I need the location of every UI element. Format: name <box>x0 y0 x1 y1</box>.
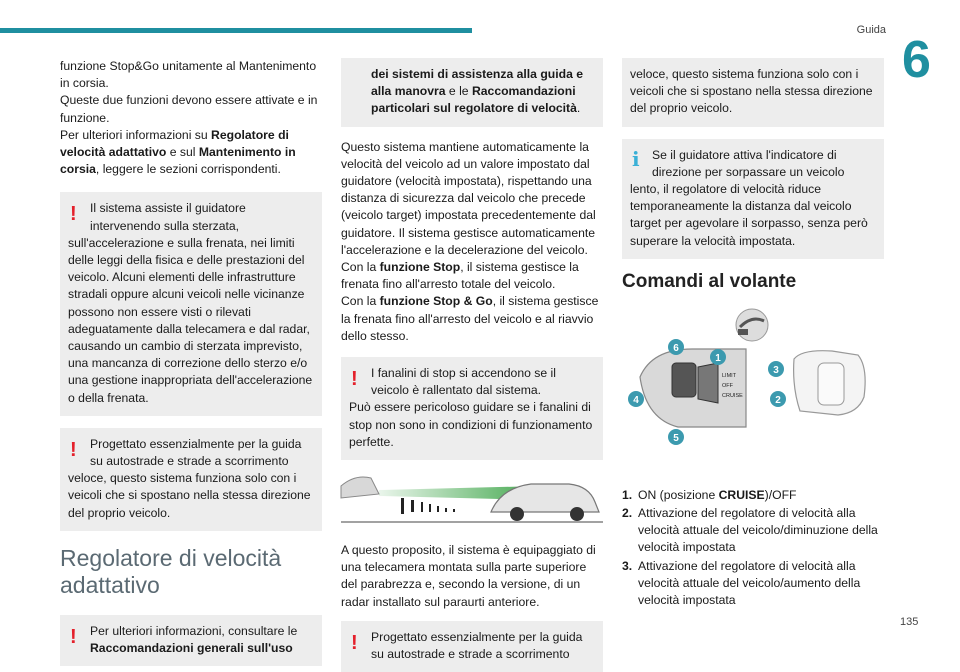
warning-exclamation-icon: ! <box>70 203 77 226</box>
intro-line-1: funzione Stop&Go unitamente al Mantenimento in corsia. <box>60 59 317 91</box>
warning-exclamation-icon: ! <box>70 438 77 461</box>
steering-controls-svg <box>622 307 884 477</box>
chapter-number: 6 <box>902 31 931 89</box>
badge-6 <box>668 339 684 355</box>
stop-function-text: Con la funzione Stop, il sistema gestisce la frenata fino all'arresto totale del veicolo. <box>341 260 579 292</box>
target-car-icon <box>341 477 379 498</box>
stop-go-function-text: Con la funzione Stop & Go, il sistema gestisce la frenata fino all'arresto del veicolo e al riavvio dello stesso. <box>341 294 599 343</box>
car-following-illustration <box>341 472 603 526</box>
warning-box-highway-use-2: ! Progettato essenzialmente per la guida su autostrade e strade a scorrimento <box>341 621 603 672</box>
controls-list <box>622 487 884 609</box>
intro-line-2: Queste due funzioni devono essere attivate e in funzione. <box>60 93 318 125</box>
section-title-adaptive-cruise: Regolatore di velocità adattativo <box>60 544 282 598</box>
recommendations-continued-box: dei sistemi di assistenza alla guida e alla manovra e le Raccomandazioni particolari sul regolatore di velocità. <box>341 58 603 127</box>
distance-bar <box>411 500 414 512</box>
section-title-steering-controls: Comandi al volante <box>622 270 797 292</box>
svg-text:OFF: OFF <box>722 382 733 389</box>
list-item: 2. Attivazione del regolatore di velocità alla velocità attuale del veicolo/diminuzione della velocità impostata <box>622 506 878 555</box>
chapter-title: Guida <box>856 24 886 36</box>
distance-bar <box>421 502 423 512</box>
cruise-switch <box>698 363 718 403</box>
warning-box-highway-use: ! Progettato essenzialmente per la guida su autostrade e strade a scorrimento veloce, questo sistema funziona solo con i veicoli che si spostano nella stessa direzione del proprio veicolo. <box>60 428 322 531</box>
column-left <box>60 58 322 666</box>
warning-exclamation-icon: ! <box>70 625 77 648</box>
svg-text:CRUISE: CRUISE <box>722 392 743 399</box>
column-right <box>622 58 884 610</box>
car-following-svg <box>341 472 603 526</box>
distance-bar <box>445 508 447 512</box>
distance-bar <box>453 509 455 512</box>
reference-paragraph: Per ulteriori informazioni su Regolatore di velocità adattativo e sul Mantenimento in corsia, leggere le sezioni corrispondenti. <box>60 127 296 177</box>
svg-text:2: 2 <box>775 394 781 406</box>
badge-4 <box>628 391 644 407</box>
svg-text:LIMIT: LIMIT <box>722 372 737 379</box>
page-number: 135 <box>900 616 919 628</box>
distance-bar <box>429 504 431 512</box>
distance-bar <box>401 498 404 514</box>
list-item: 1. ON (posizione CRUISE)/OFF <box>622 487 797 502</box>
distance-bar <box>437 506 439 512</box>
wheel-icon <box>510 507 524 521</box>
control-button <box>672 363 696 397</box>
warning-box-recommendations: ! Per ulteriori informazioni, consultare le Raccomandazioni generali sull'uso <box>60 615 322 666</box>
svg-text:6: 6 <box>673 342 679 354</box>
warning-box-system-assist: ! Il sistema assiste il guidatore intervenendo sulla sterzata, sull'accelerazione e sulla frenata, nei limiti delle leggi della fisica e delle prestazioni del veicolo. Alcuni elementi delle infrastrutture stradali oppure alcuni veicoli nelle vicinanze possono non essere visti o rilevati adeguatamente dalla telecamera e dal radar, causando un cambio di sterzata imprevisto, una mancanza di correzione dello sterzo e/o una gestione inappropriata dell'accelerazione o della frenata. <box>60 192 322 415</box>
badge-3 <box>768 361 784 377</box>
svg-text:3: 3 <box>773 364 779 376</box>
steering-controls-figure <box>622 307 884 477</box>
header-accent-bar <box>0 28 472 33</box>
badge-2 <box>770 391 786 407</box>
svg-text:4: 4 <box>633 394 639 406</box>
highway-use-continued-box: veloce, questo sistema funziona solo con i veicoli che si spostano nella stessa direzione del proprio veicolo. <box>622 58 884 127</box>
warning-box-brake-lights: ! I fanalini di stop si accendono se il veicolo è rallentato dal sistema. Può essere pericoloso guidare se i fanalini di stop non sono in condizioni di funzionamento perfette. <box>341 357 603 460</box>
info-icon: i <box>632 146 640 171</box>
info-box-overtaking: i Se il guidatore attiva l'indicatore di direzione per sorpassare un veicolo lento, il regolatore di velocità riduce temporaneamente la distanza dal veicolo target per agevolare il sorpasso, senza però superare la velocità impostata. <box>622 139 884 259</box>
list-item: 3. Attivazione del regolatore di velocità alla velocità attuale del veicolo/aumento della velocità impostata <box>622 558 861 608</box>
system-description: Questo sistema mantiene automaticamente la velocità del veicolo ad un valore impostato dal guidatore (velocità impostata), rispettando una distanza di sicurezza dal veicolo che precede (veicolo target) impostata precedentemente dal guidatore. Il sistema gestisce automaticamente l'accelerazione e la decelerazione del veicolo. <box>341 139 596 257</box>
warning-exclamation-icon: ! <box>351 631 358 654</box>
warning-exclamation-icon: ! <box>351 368 358 391</box>
svg-text:5: 5 <box>673 432 679 444</box>
badge-1 <box>710 349 726 365</box>
svg-text:1: 1 <box>715 352 721 364</box>
badge-5 <box>668 429 684 445</box>
column-middle <box>341 58 603 672</box>
equipment-description: A questo proposito, il sistema è equipaggiato di una telecamera montata sulla parte superiore del parabrezza e, secondo la versione, di un radar installato sul paraurti anteriore. <box>341 543 596 609</box>
wheel-icon <box>570 507 584 521</box>
